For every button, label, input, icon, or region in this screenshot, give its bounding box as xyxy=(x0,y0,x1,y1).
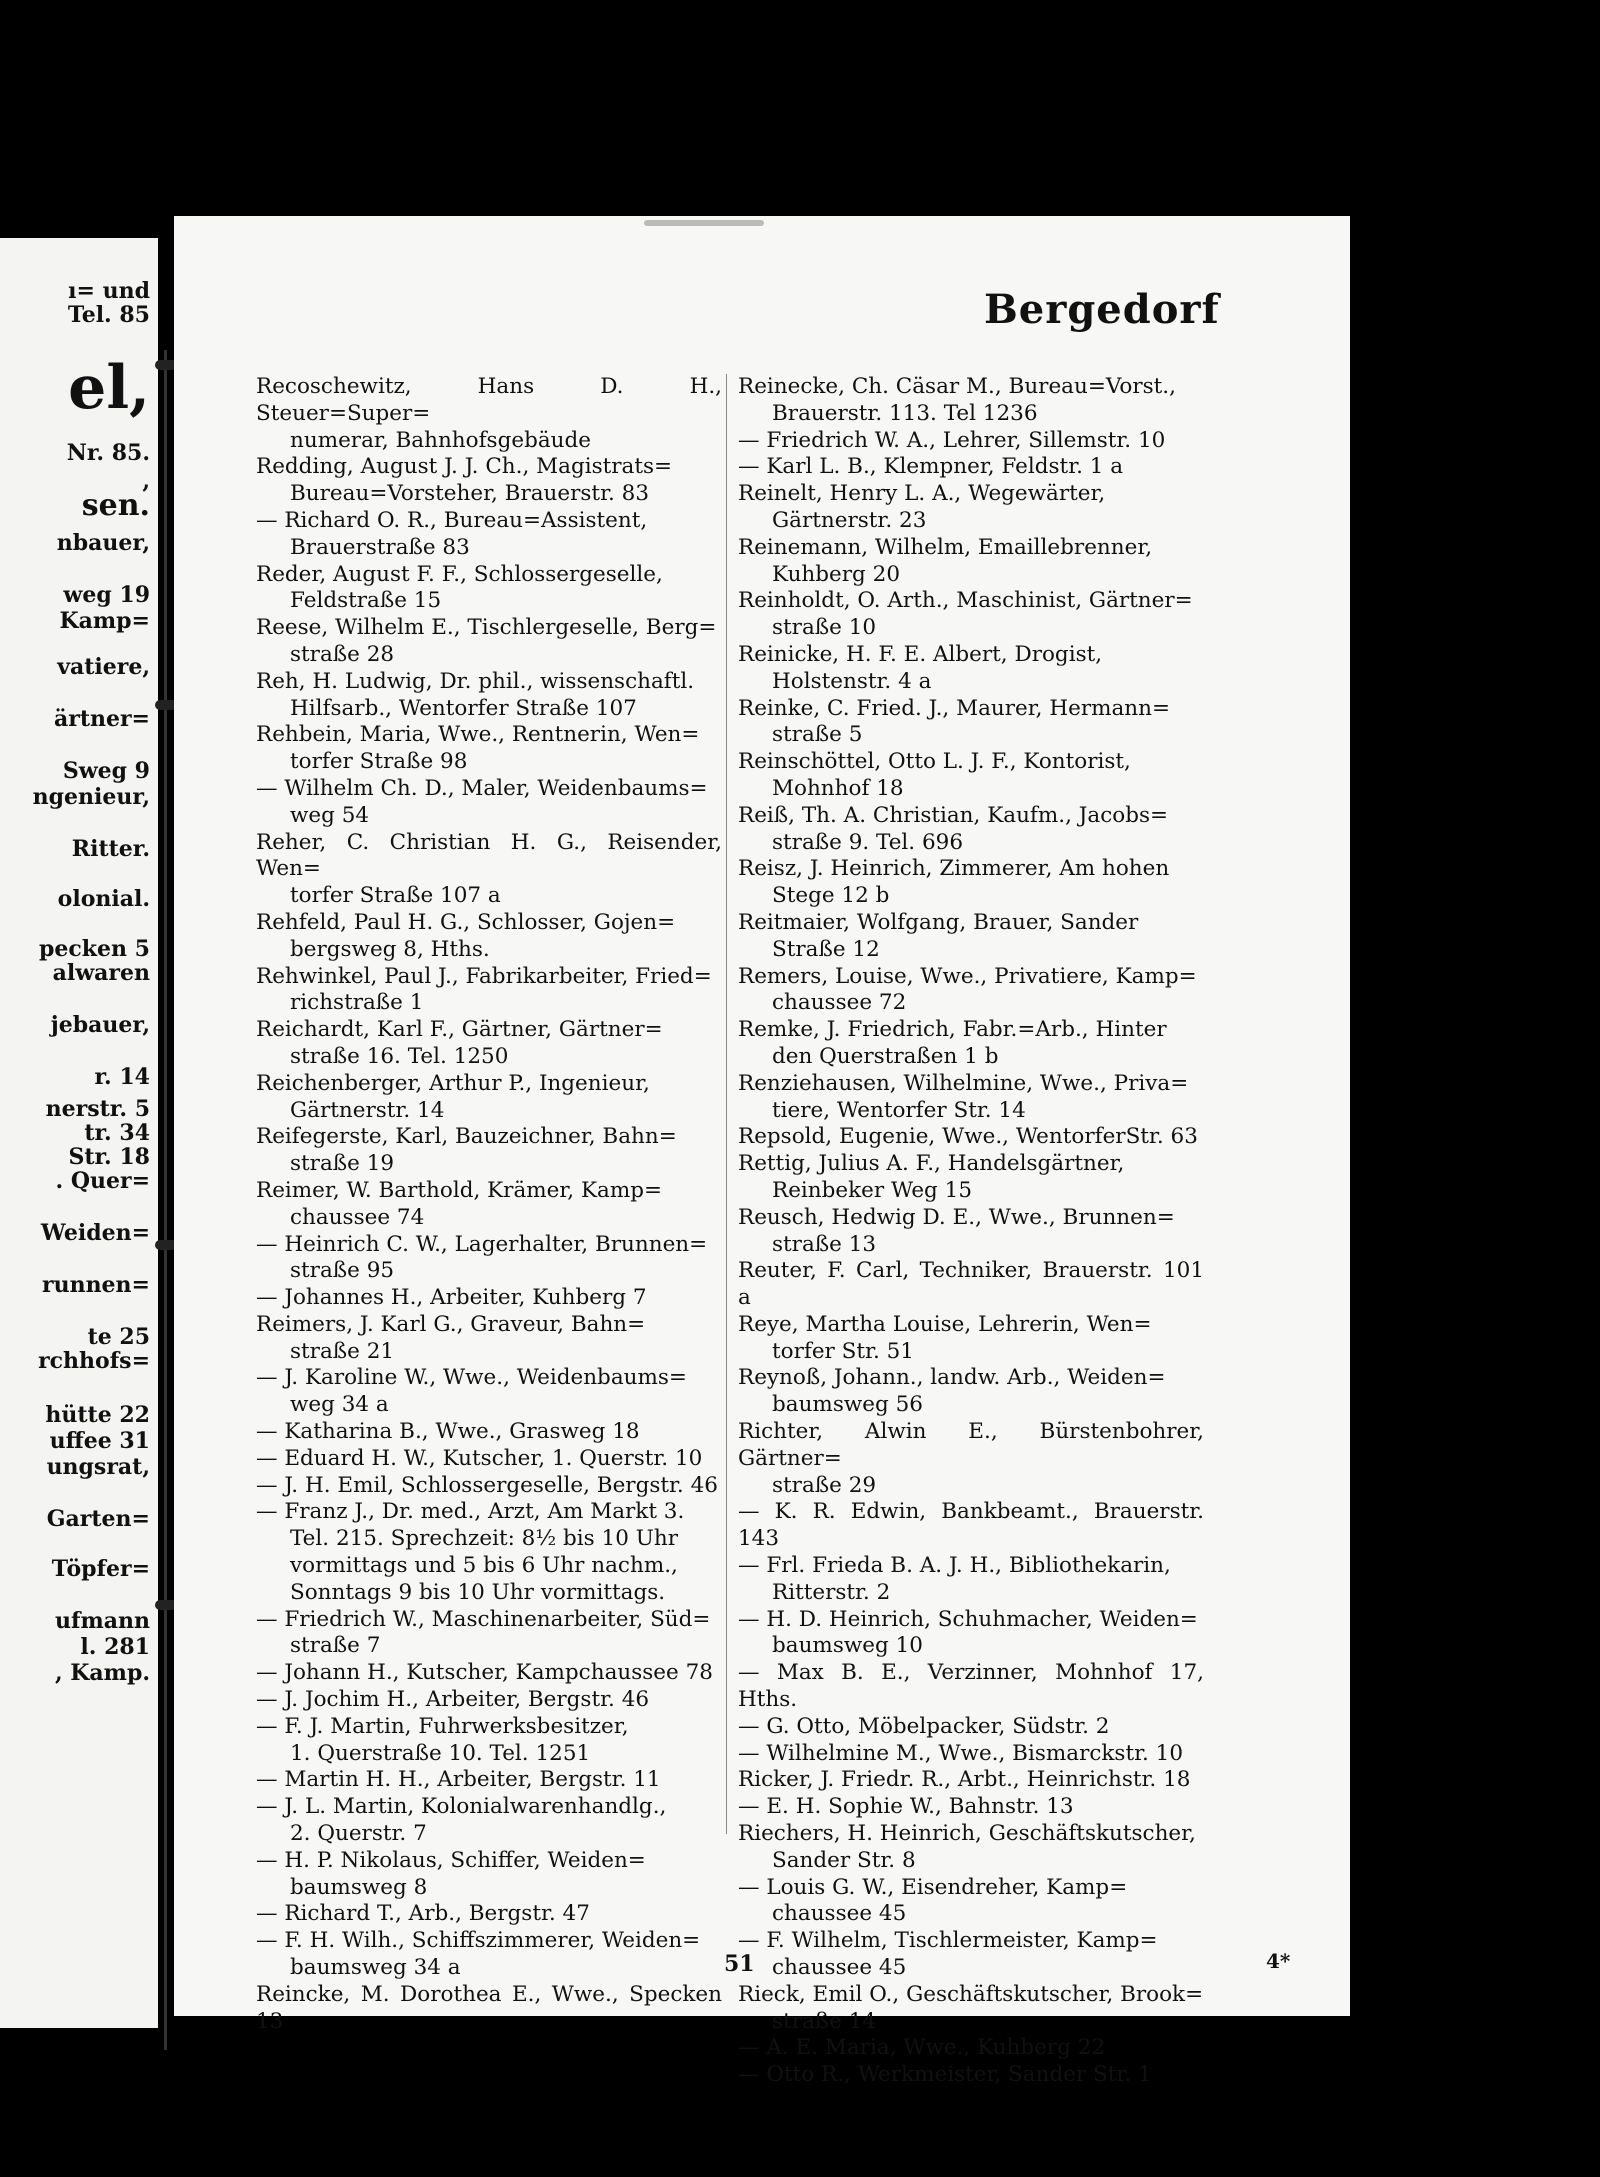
fragment-line: Sweg 9 xyxy=(62,758,150,784)
entry-line: Remers, Louise, Wwe., Privatiere, Kamp= xyxy=(738,963,1197,989)
entry-line: — Heinrich C. W., Lagerhalter, Brunnen= xyxy=(256,1231,708,1257)
fragment-line: Kamp= xyxy=(59,608,150,634)
entry-continuation: straße 16. Tel. 1250 xyxy=(290,1043,509,1069)
directory-entry xyxy=(738,2062,1204,2089)
entry-line: Reisz, J. Heinrich, Zimmerer, Am hohen xyxy=(738,856,1170,882)
entry-line: Reye, Martha Louise, Lehrerin, Wen= xyxy=(738,1311,1152,1337)
directory-entry xyxy=(256,1660,722,1687)
entry-continuation: Bureau=Vorsteher, Brauerstr. 83 xyxy=(290,481,650,507)
directory-entry xyxy=(738,1258,1204,1312)
entry-line: Rehwinkel, Paul J., Fabrikarbeiter, Fried= xyxy=(256,963,712,989)
directory-entry xyxy=(256,1446,722,1473)
entry-line: Reichenberger, Arthur P., Ingenieur, xyxy=(256,1070,650,1096)
fragment-line: Weiden= xyxy=(40,1220,150,1246)
entry-continuation: chaussee 72 xyxy=(772,990,907,1016)
fragment-line: olonial. xyxy=(57,886,150,912)
entry-continuation: bergsweg 8, Hths. xyxy=(290,936,490,962)
directory-entry xyxy=(256,1901,722,1928)
directory-entry xyxy=(256,830,722,910)
directory-entry xyxy=(738,1312,1204,1366)
fragment-line: nbauer, xyxy=(56,530,150,556)
directory-entry xyxy=(256,1178,722,1232)
directory-entry xyxy=(738,803,1204,857)
entry-continuation: Mohnhof 18 xyxy=(772,775,904,801)
signature-mark: 4* xyxy=(1266,1949,1291,1973)
entry-line: Rehbein, Maria, Wwe., Rentnerin, Wen= xyxy=(256,722,700,748)
fragment-line: , xyxy=(142,468,150,494)
entry-line: — H. D. Heinrich, Schuhmacher, Weiden= xyxy=(738,1606,1198,1632)
entry-line: Reher, C. Christian H. G., Reisender, Wen= xyxy=(256,829,722,882)
entry-line: — Louis G. W., Eisendreher, Kamp= xyxy=(738,1874,1128,1900)
fragment-line: ngenieur, xyxy=(32,784,150,810)
fragment-line: Ritter. xyxy=(71,836,150,862)
entry-continuation: baumsweg 10 xyxy=(772,1633,923,1659)
directory-entry xyxy=(738,964,1204,1018)
directory-entry xyxy=(256,1767,722,1794)
entry-line: Remke, J. Friedrich, Fabr.=Arb., Hinter xyxy=(738,1017,1167,1043)
entry-continuation: torfer Str. 51 xyxy=(772,1338,914,1364)
entry-line: — K. R. Edwin, Bankbeamt., Brauerstr. 143 xyxy=(738,1499,1204,1552)
entry-line: — G. Otto, Möbelpacker, Südstr. 2 xyxy=(738,1713,1110,1739)
fragment-line: l. 281 xyxy=(80,1634,150,1660)
directory-entry xyxy=(738,642,1204,696)
entry-line: — Otto R., Werkmeister, Sander Str. 1 xyxy=(738,2062,1152,2088)
entry-line: Reifegerste, Karl, Bauzeichner, Bahn= xyxy=(256,1124,677,1150)
directory-entry xyxy=(256,1714,722,1768)
entry-line: — Friedrich W. A., Lehrer, Sillemstr. 10 xyxy=(738,427,1166,453)
entry-continuation: chaussee 45 xyxy=(772,1955,907,1981)
entry-continuation: Sonntags 9 bis 10 Uhr vormittags. xyxy=(290,1579,666,1605)
entry-line: — F. Wilhelm, Tischlermeister, Kamp= xyxy=(738,1928,1158,1954)
fragment-line: weg 19 xyxy=(63,582,150,608)
entry-continuation: straße 28 xyxy=(290,641,395,667)
entry-continuation: vormittags und 5 bis 6 Uhr nachm., xyxy=(290,1553,678,1579)
directory-entry xyxy=(738,1928,1204,1982)
directory-entry xyxy=(256,1419,722,1446)
directory-entry xyxy=(256,669,722,723)
directory-entry xyxy=(738,454,1204,481)
entry-continuation: Feldstraße 15 xyxy=(290,588,442,614)
directory-entry xyxy=(256,776,722,830)
left-column xyxy=(256,374,722,2035)
fragment-line: alwaren xyxy=(52,960,150,986)
entry-line: Reinelt, Henry L. A., Wegewärter, xyxy=(738,481,1106,507)
directory-entry xyxy=(738,1607,1204,1661)
directory-entry xyxy=(738,1017,1204,1071)
entry-line: Reinke, C. Fried. J., Maurer, Hermann= xyxy=(738,695,1171,721)
entry-line: Reese, Wilhelm E., Tischlergeselle, Berg= xyxy=(256,615,717,641)
fragment-line: Str. 18 xyxy=(68,1144,150,1170)
directory-entry xyxy=(738,1794,1204,1821)
entry-continuation: Stege 12 b xyxy=(772,883,890,909)
entry-line: Reincke, M. Dorothea E., Wwe., Specken 13 xyxy=(256,1981,722,2034)
entry-line: — Eduard H. W., Kutscher, 1. Querstr. 10 xyxy=(256,1445,703,1471)
directory-entry xyxy=(738,2035,1204,2062)
entry-line: Reinholdt, O. Arth., Maschinist, Gärtner= xyxy=(738,588,1193,614)
fragment-line: tr. 34 xyxy=(84,1120,150,1146)
directory-entry xyxy=(256,722,722,776)
fragment-line: Tel. 85 xyxy=(67,302,150,328)
directory-entry xyxy=(738,1419,1204,1499)
entry-continuation: weg 34 a xyxy=(290,1392,389,1418)
directory-entry xyxy=(256,1499,722,1606)
entry-line: — Johann H., Kutscher, Kampchaussee 78 xyxy=(256,1660,713,1686)
entry-line: — J. L. Martin, Kolonialwarenhandlg., xyxy=(256,1794,667,1820)
directory-page xyxy=(174,216,1350,2088)
directory-entry xyxy=(738,856,1204,910)
entry-line: — F. J. Martin, Fuhrwerksbesitzer, xyxy=(256,1713,629,1739)
entry-line: Recoschewitz, Hans D. H., Steuer=Super= xyxy=(256,374,722,426)
directory-entry xyxy=(738,910,1204,964)
binding-thread xyxy=(164,350,167,2050)
entry-continuation: 2. Querstr. 7 xyxy=(290,1821,427,1847)
directory-entry xyxy=(738,1205,1204,1259)
directory-entry xyxy=(738,1714,1204,1741)
directory-entry xyxy=(738,1151,1204,1205)
entry-continuation: richstraße 1 xyxy=(290,990,424,1016)
entry-continuation: Ritterstr. 2 xyxy=(772,1579,891,1605)
entry-line: — Katharina B., Wwe., Grasweg 18 xyxy=(256,1419,640,1445)
fragment-line: te 25 xyxy=(87,1324,150,1350)
fragment-line: . Quer= xyxy=(55,1168,150,1194)
entry-continuation: straße 19 xyxy=(290,1151,395,1177)
fragment-line: runnen= xyxy=(41,1272,150,1298)
entry-line: Riechers, H. Heinrich, Geschäftskutscher, xyxy=(738,1821,1196,1847)
entry-line: Reimers, J. Karl G., Graveur, Bahn= xyxy=(256,1311,646,1337)
directory-entry xyxy=(256,1794,722,1848)
entry-continuation: numerar, Bahnhofsgebäude xyxy=(290,427,591,453)
entry-continuation: Gärtnerstr. 14 xyxy=(290,1097,445,1123)
directory-entry xyxy=(256,454,722,508)
fragment-line: el, xyxy=(68,353,150,423)
entry-line: — J. H. Emil, Schlossergeselle, Bergstr. 46 xyxy=(256,1472,718,1498)
entry-line: — Wilhelm Ch. D., Maler, Weidenbaums= xyxy=(256,775,708,801)
entry-continuation: baumsweg 56 xyxy=(772,1392,923,1418)
entry-continuation: torfer Straße 98 xyxy=(290,749,468,775)
fragment-line: nerstr. 5 xyxy=(45,1096,150,1122)
fragment-line: sen. xyxy=(81,488,150,523)
entry-line: Rieck, Emil O., Geschäftskutscher, Brook= xyxy=(738,1981,1204,2007)
directory-entry xyxy=(738,1767,1204,1794)
fragment-line: jebauer, xyxy=(50,1012,150,1038)
entry-line: — Martin H. H., Arbeiter, Bergstr. 11 xyxy=(256,1767,661,1793)
entry-line: Reiß, Th. A. Christian, Kaufm., Jacobs= xyxy=(738,802,1169,828)
right-column xyxy=(738,374,1204,2089)
entry-continuation: 1. Querstraße 10. Tel. 1251 xyxy=(290,1740,591,1766)
directory-entry xyxy=(256,1687,722,1714)
directory-entry xyxy=(256,1982,722,2036)
directory-entry xyxy=(738,1553,1204,1607)
directory-entry xyxy=(256,1365,722,1419)
entry-continuation: Sander Str. 8 xyxy=(772,1847,916,1873)
entry-continuation: straße 13 xyxy=(772,1231,877,1257)
directory-entry xyxy=(738,696,1204,750)
entry-continuation: straße 95 xyxy=(290,1258,395,1284)
fragment-line: , Kamp. xyxy=(54,1660,150,1686)
entry-continuation: Tel. 215. Sprechzeit: 8½ bis 10 Uhr xyxy=(290,1526,678,1552)
entry-continuation: weg 54 xyxy=(290,802,370,828)
directory-entry xyxy=(256,1848,722,1902)
left-page-fragment xyxy=(0,238,158,2028)
directory-entry xyxy=(738,749,1204,803)
directory-entry xyxy=(256,1312,722,1366)
entry-continuation: torfer Straße 107 a xyxy=(290,883,501,909)
entry-line: — Friedrich W., Maschinenarbeiter, Süd= xyxy=(256,1606,711,1632)
directory-entry xyxy=(256,1607,722,1661)
entry-line: Rehfeld, Paul H. G., Schlosser, Gojen= xyxy=(256,909,676,935)
directory-entry xyxy=(738,588,1204,642)
entry-line: Reimer, W. Barthold, Krämer, Kamp= xyxy=(256,1177,663,1203)
entry-continuation: Holstenstr. 4 a xyxy=(772,668,932,694)
fragment-line: ı= und xyxy=(68,278,150,304)
entry-line: — Max B. E., Verzinner, Mohnhof 17, Hths. xyxy=(738,1660,1204,1713)
directory-entry xyxy=(738,1741,1204,1768)
entry-line: Repsold, Eugenie, Wwe., WentorferStr. 63 xyxy=(738,1124,1198,1150)
fragment-line: Töpfer= xyxy=(51,1556,150,1582)
entry-line: Rettig, Julius A. F., Handelsgärtner, xyxy=(738,1151,1125,1177)
entry-continuation: straße 5 xyxy=(772,722,863,748)
fragment-line: hütte 22 xyxy=(45,1402,150,1428)
fragment-line: ungsrat, xyxy=(46,1454,150,1480)
entry-line: Reuter, F. Carl, Techniker, Brauerstr. 101 a xyxy=(738,1258,1204,1311)
directory-entry xyxy=(738,1365,1204,1419)
entry-continuation: Hilfsarb., Wentorfer Straße 107 xyxy=(290,695,637,721)
entry-continuation: Brauerstraße 83 xyxy=(290,534,470,560)
entry-line: Ricker, J. Friedr. R., Arbt., Heinrichstr. 18 xyxy=(738,1767,1191,1793)
entry-line: Richter, Alwin E., Bürstenbohrer, Gärtner= xyxy=(738,1419,1204,1471)
entry-line: — F. H. Wilh., Schiffszimmerer, Weiden= xyxy=(256,1928,701,1954)
directory-entry xyxy=(256,1232,722,1286)
fragment-line: Garten= xyxy=(46,1506,150,1532)
directory-entry xyxy=(256,508,722,562)
directory-entry xyxy=(738,1821,1204,1875)
fragment-line: r. 14 xyxy=(94,1064,150,1090)
print-mark xyxy=(644,220,764,226)
fragment-line: ufmann xyxy=(55,1608,150,1634)
directory-entry xyxy=(256,1124,722,1178)
entry-line: — A. E. Maria, Wwe., Kuhberg 22 xyxy=(738,2035,1106,2061)
entry-line: Reinecke, Ch. Cäsar M., Bureau=Vorst., xyxy=(738,374,1176,399)
directory-entry xyxy=(256,374,722,454)
entry-continuation: baumsweg 34 a xyxy=(290,1955,461,1981)
directory-entry xyxy=(256,1071,722,1125)
directory-entry xyxy=(738,1499,1204,1553)
directory-entry xyxy=(256,1928,722,1982)
entry-continuation: Straße 12 xyxy=(772,936,880,962)
entry-line: Reh, H. Ludwig, Dr. phil., wissenschaftl. xyxy=(256,668,695,694)
directory-entry xyxy=(256,615,722,669)
entry-continuation: Kuhberg 20 xyxy=(772,561,901,587)
entry-continuation: straße 14 xyxy=(772,2008,877,2034)
fragment-line: uffee 31 xyxy=(49,1428,150,1454)
entry-line: — Richard T., Arb., Bergstr. 47 xyxy=(256,1901,590,1927)
entry-line: — Karl L. B., Klempner, Feldstr. 1 a xyxy=(738,454,1124,480)
directory-entry xyxy=(738,1124,1204,1151)
entry-continuation: Reinbeker Weg 15 xyxy=(772,1177,973,1203)
entry-line: Reitmaier, Wolfgang, Brauer, Sander xyxy=(738,909,1139,935)
entry-continuation: den Querstraßen 1 b xyxy=(772,1043,999,1069)
entry-line: Reinemann, Wilhelm, Emaillebrenner, xyxy=(738,534,1153,560)
entry-line: — Richard O. R., Bureau=Assistent, xyxy=(256,507,648,533)
entry-line: — H. P. Nikolaus, Schiffer, Weiden= xyxy=(256,1847,646,1873)
directory-entry xyxy=(256,562,722,616)
directory-entry xyxy=(256,1285,722,1312)
entry-continuation: Brauerstr. 113. Tel 1236 xyxy=(772,400,1038,426)
fragment-line: ärtner= xyxy=(53,706,150,732)
entry-line: Reinicke, H. F. E. Albert, Drogist, xyxy=(738,641,1103,667)
entry-line: Renziehausen, Wilhelmine, Wwe., Priva= xyxy=(738,1070,1189,1096)
entry-line: Reder, August F. F., Schlossergeselle, xyxy=(256,561,663,587)
page-number: 51 xyxy=(724,1951,755,1977)
directory-entry xyxy=(256,964,722,1018)
entry-continuation: straße 29 xyxy=(772,1472,877,1498)
entry-continuation: straße 10 xyxy=(772,615,877,641)
directory-entry xyxy=(738,481,1204,535)
entry-line: — Frl. Frieda B. A. J. H., Bibliothekarin, xyxy=(738,1553,1171,1579)
directory-entry xyxy=(738,1982,1204,2036)
directory-entry xyxy=(738,428,1204,455)
entry-line: — Johannes H., Arbeiter, Kuhberg 7 xyxy=(256,1285,647,1311)
entry-line: Reichardt, Karl F., Gärtner, Gärtner= xyxy=(256,1017,663,1043)
entry-continuation: straße 7 xyxy=(290,1633,381,1659)
entry-continuation: chaussee 45 xyxy=(772,1901,907,1927)
directory-entry xyxy=(738,1071,1204,1125)
directory-entry xyxy=(738,535,1204,589)
entry-line: — J. Jochim H., Arbeiter, Bergstr. 46 xyxy=(256,1687,650,1713)
directory-entry xyxy=(256,1017,722,1071)
entry-continuation: baumsweg 8 xyxy=(290,1874,428,1900)
entry-line: Redding, August J. J. Ch., Magistrats= xyxy=(256,454,673,480)
fragment-line: pecken 5 xyxy=(39,936,150,962)
entry-continuation: Gärtnerstr. 23 xyxy=(772,507,927,533)
entry-line: — E. H. Sophie W., Bahnstr. 13 xyxy=(738,1794,1074,1820)
directory-entry xyxy=(738,1660,1204,1714)
entry-continuation: straße 9. Tel. 696 xyxy=(772,829,964,855)
entry-continuation: tiere, Wentorfer Str. 14 xyxy=(772,1097,1026,1123)
entry-line: Reynoß, Johann., landw. Arb., Weiden= xyxy=(738,1365,1166,1391)
entry-line: — J. Karoline W., Wwe., Weidenbaums= xyxy=(256,1365,687,1391)
entry-line: Reinschöttel, Otto L. J. F., Kontorist, xyxy=(738,749,1131,775)
directory-entry xyxy=(256,1473,722,1500)
entry-continuation: straße 21 xyxy=(290,1338,395,1364)
entry-line: — Wilhelmine M., Wwe., Bismarckstr. 10 xyxy=(738,1740,1184,1766)
entry-line: — Franz J., Dr. med., Arzt, Am Markt 3. xyxy=(256,1499,685,1525)
directory-entry xyxy=(256,910,722,964)
column-divider xyxy=(726,374,727,1834)
page-header: Bergedorf xyxy=(984,286,1220,333)
directory-entry xyxy=(738,374,1204,428)
entry-continuation: chaussee 74 xyxy=(290,1204,425,1230)
fragment-line: rchhofs= xyxy=(38,1348,150,1374)
fragment-line: Nr. 85. xyxy=(66,440,150,466)
directory-entry xyxy=(738,1875,1204,1929)
entry-line: Reusch, Hedwig D. E., Wwe., Brunnen= xyxy=(738,1204,1175,1230)
fragment-line: vatiere, xyxy=(57,654,150,680)
